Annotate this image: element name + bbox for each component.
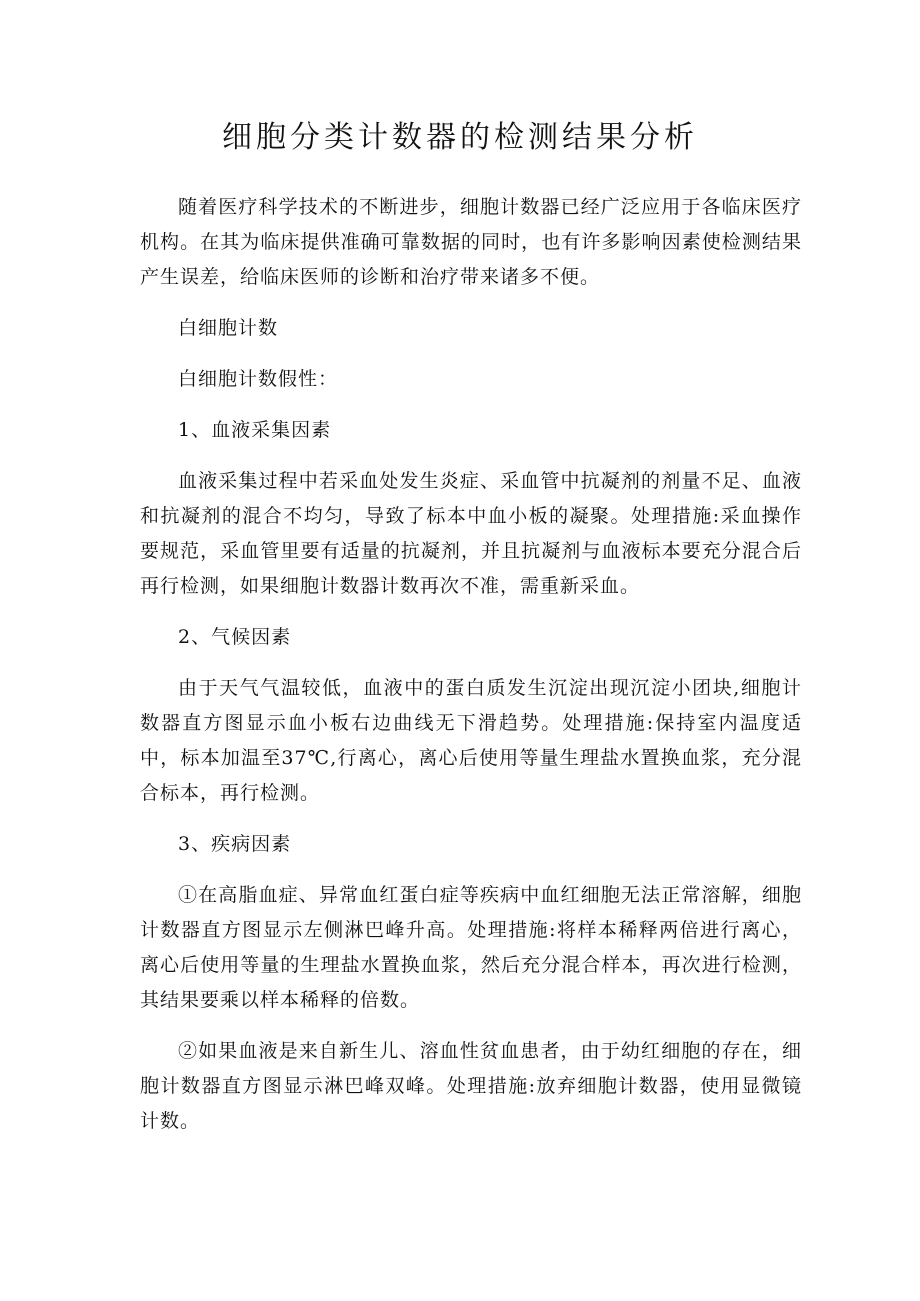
document-title: 细胞分类计数器的检测结果分析 — [222, 120, 698, 155]
factor-heading-blood-collection: 1、血液采集因素 — [178, 419, 332, 441]
subsection-heading-wbc-false: 白细胞计数假性： — [178, 368, 339, 390]
factor-heading-disease: 3、疾病因素 — [178, 833, 292, 855]
factor-item-hyperlipidemia: ①在高脂血症、异常血红蛋白症等疾病中血红细胞无法正常溶解，细胞计数器直方图显示左侧淋巴峰升高。处理措施:将样本稀释两倍进行离心，离心后使用等量的生理盐水置换血浆，然后充分混合样本，再次进行检测，其结果要乘以样本稀释的倍数。 — [140, 884, 802, 1011]
factor-item-newborn-hemolytic: ②如果血液是来自新生儿、溶血性贫血患者，由于幼红细胞的存在，细胞计数器直方图显示淋巴峰双峰。处理措施:放弃细胞计数器，使用显微镜计数。 — [140, 1040, 802, 1132]
factor-heading-climate: 2、气候因素 — [178, 626, 292, 648]
factor-body-blood-collection: 血液采集过程中若采血处发生炎症、采血管中抗凝剂的剂量不足、血液和抗凝剂的混合不均匀，导致了标本中血小板的凝聚。处理措施:采血操作要规范，采血管里要有适量的抗凝剂，并且抗凝剂与血液标本要充分混合后再行检测，如果细胞计数器计数再次不准，需重新采血。 — [140, 470, 802, 597]
section-heading-wbc-count: 白细胞计数 — [178, 317, 279, 339]
document-body — [140, 190, 802, 1155]
factor-body-climate: 由于天气气温较低，血液中的蛋白质发生沉淀出现沉淀小团块,细胞计数器直方图显示血小板右边曲线无下滑趋势。处理措施:保持室内温度适中，标本加温至37℃,行离心，离心后使用等量生理盐水置换血浆，充分混合标本，再行检测。 — [140, 677, 802, 804]
intro-paragraph: 随着医疗科学技术的不断进步，细胞计数器已经广泛应用于各临床医疗机构。在其为临床提供准确可靠数据的同时，也有许多影响因素使检测结果产生误差，给临床医师的诊断和治疗带来诸多不便。 — [140, 196, 802, 288]
